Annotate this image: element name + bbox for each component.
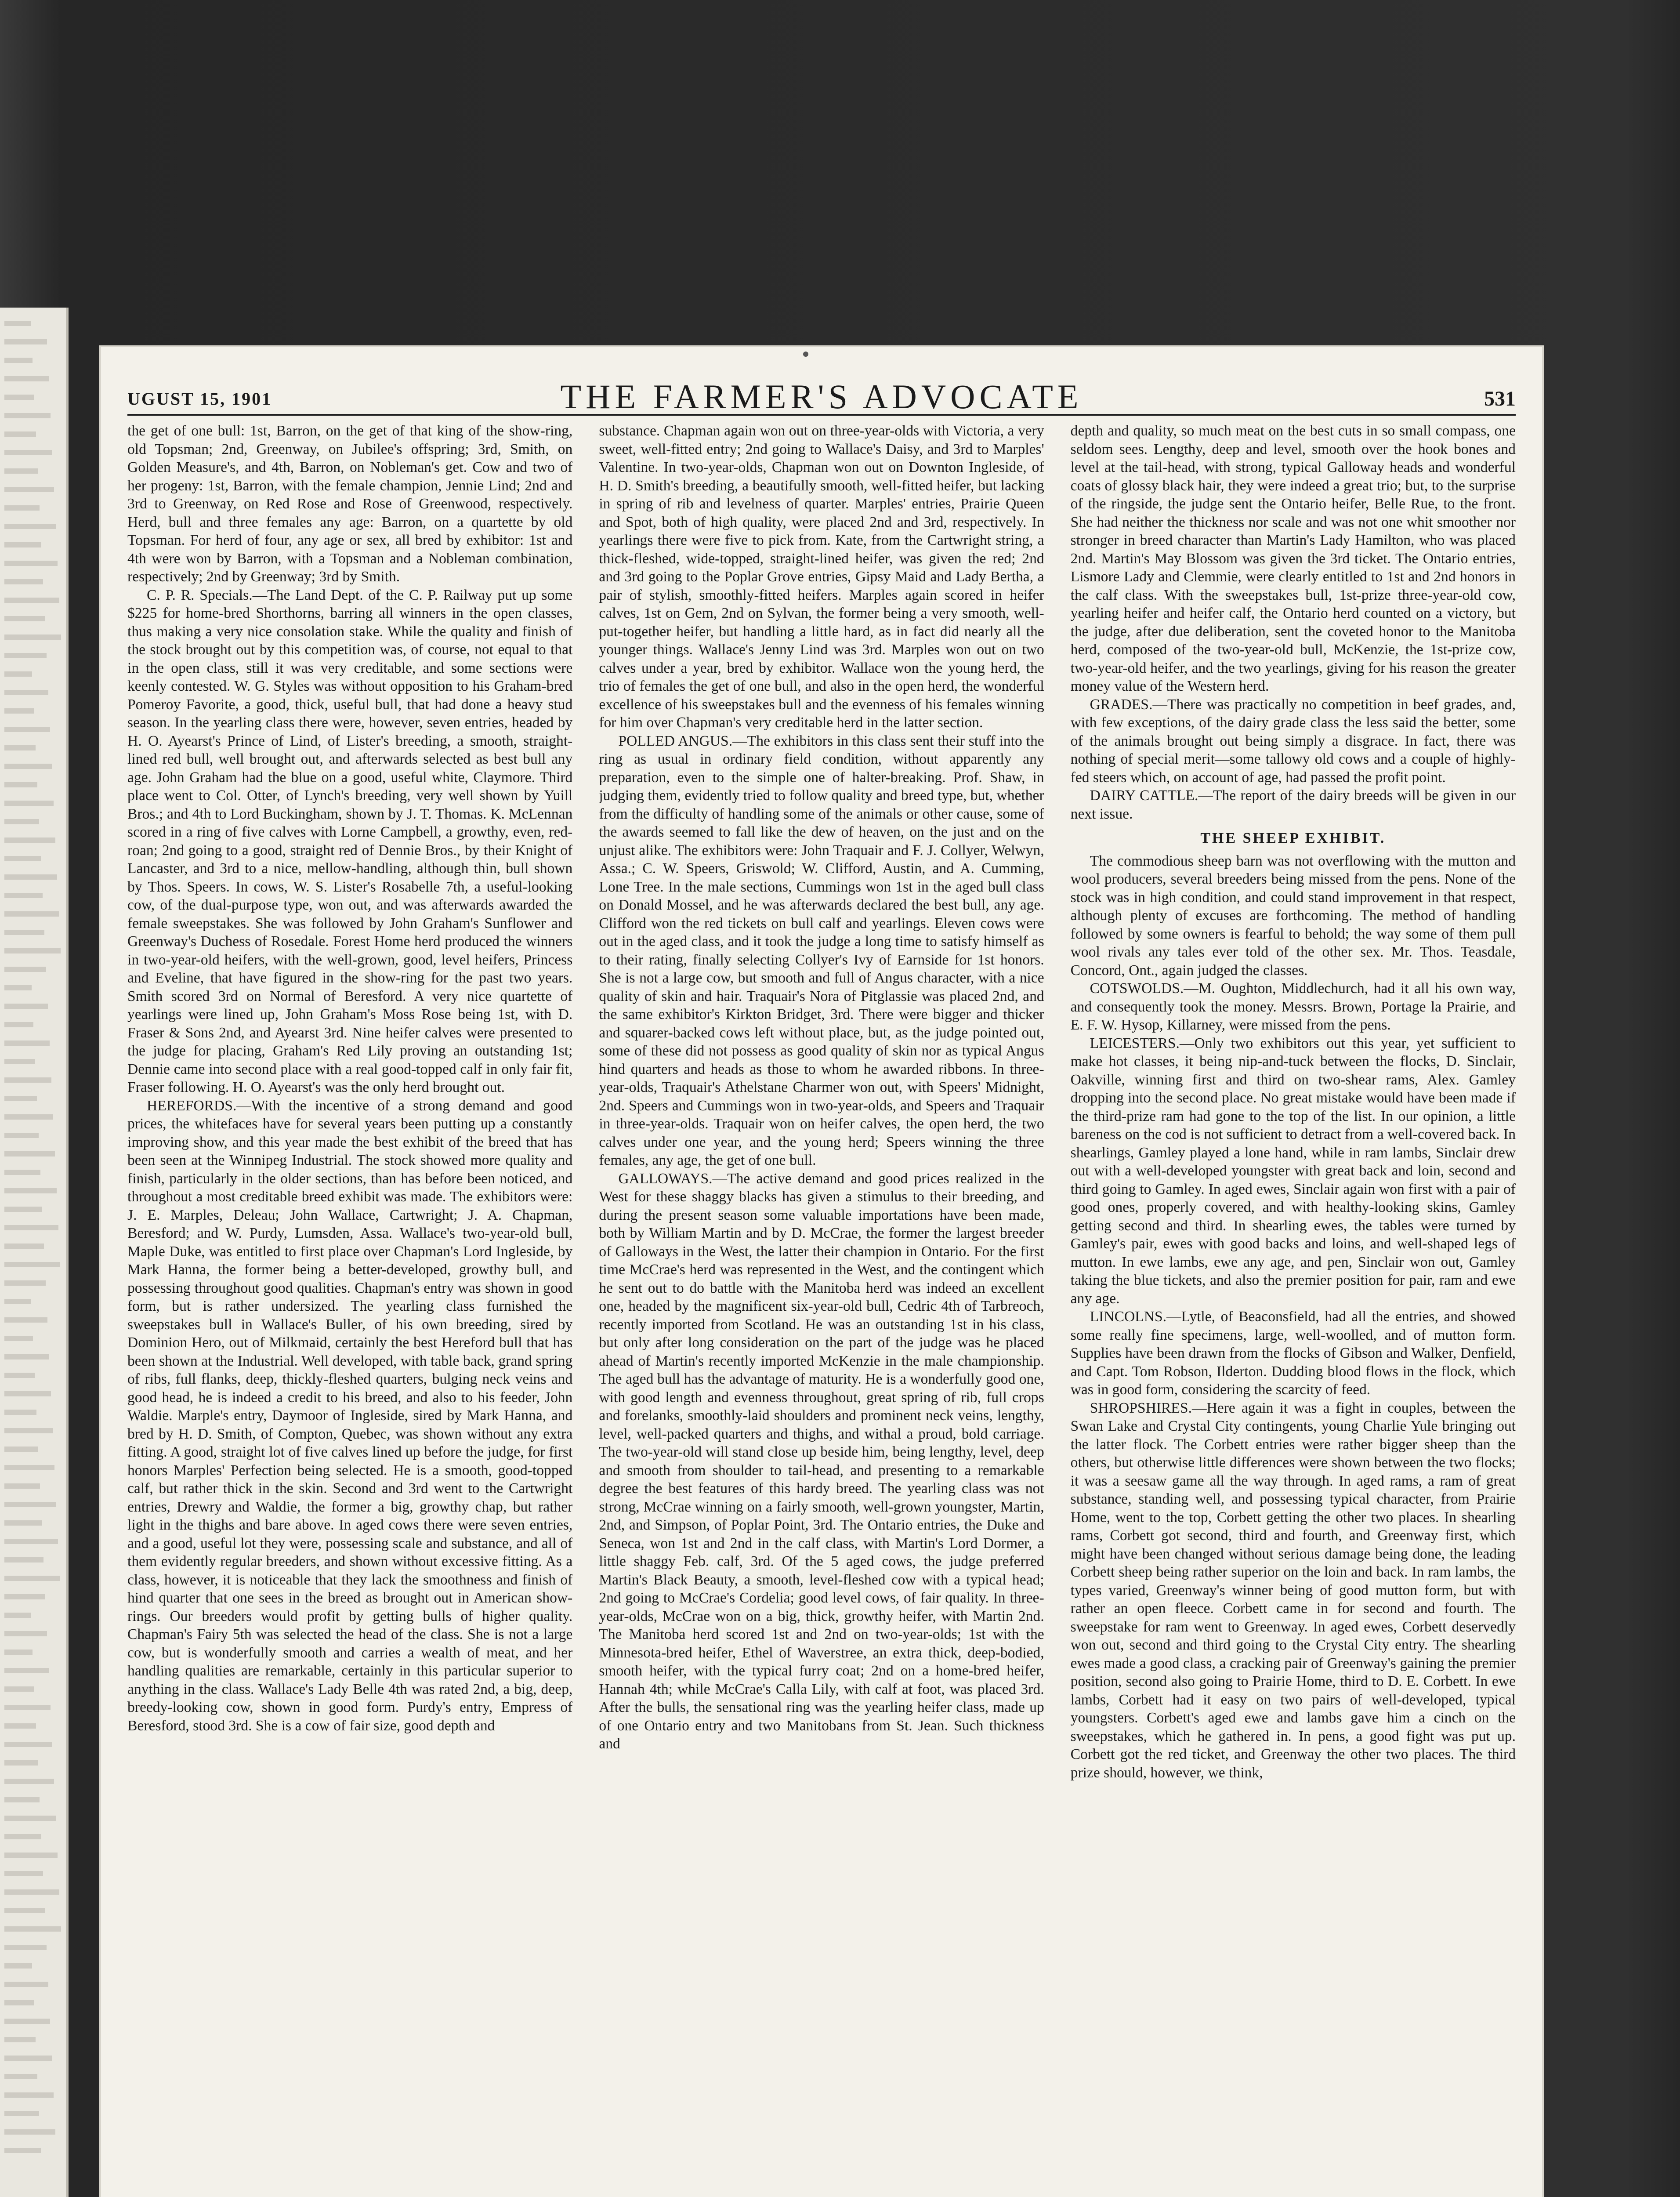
facing-page-text-line [4, 1539, 58, 1544]
header-date: UGUST 15, 1901 [127, 389, 272, 409]
article-paragraph: substance. Chapman again won out on three-year-olds with Victoria, a very sweet, well-fitted entry; 2nd going to Wallace's Daisy, and 3rd to Marples' Valentine. In two-year-olds, Chapman won out on Downton Ingleside, of H. D. Smith's breeding, a beautifully smooth, well-fitted heifer, but lacking in spring of rib and levelness of quarter. Marples' entries, Prairie Queen and Spot, both of high quality, were placed 2nd and 3rd, respectively. In yearlings there were five to pick from. Kate, from the Cartwright string, a thick-fleshed, wide-topped, straight-lined heifer, was given the red; 2nd and 3rd going to the Poplar Grove entries, Gipsy Maid and Lady Bertha, a pair of stylish, smoothly-fitted heifers. Marples again scored in heifer calves, 1st on Gem, 2nd on Sylvan, the former being a very smooth, well-put-together heifer, but handling a little hard, as in fact did nearly all the younger things. Wallace's Jenny Lind was 3rd. Marples won out on two calves under a year, bred by exhibitor. Wallace won the young herd, the trio of females the get of one bull, and also in the open herd, the wonderful excellence of his sweepstakes bull and the evenness of his females winning for him over Chapman's very creditable herd in the latter section. [599, 423, 1044, 731]
facing-page-text-line [4, 1889, 59, 1895]
facing-page-text-line [4, 1151, 55, 1157]
facing-page-text-line [4, 1631, 47, 1636]
facing-page-text-line [4, 1742, 52, 1747]
binding-dot [803, 352, 808, 357]
facing-page-text-line [4, 616, 45, 621]
facing-page-text-line [4, 1004, 48, 1009]
sheep-exhibit-heading: THE SHEEP EXHIBIT. [1200, 830, 1386, 846]
article-paragraph: depth and quality, so much meat on the best cuts in so small compass, one seldom sees. Lengthy, deep and level, smooth over the hook bones and level at the tail-head, with strong, typical Galloway heads and wonderful coats of glossy black hair, they were indeed a great trio; but, to the surprise of the ringside, the judge sent the Ontario heifer, Belle Rue, to the front. She had neither the thickness nor scale and was not one whit smoother nor stronger in breed character than Martin's Lady Hamilton, who was placed 2nd. Martin's May Blossom was given the 3rd ticket. The Ontario entries, Lismore Lady and Clemmie, were clearly entitled to 1st and 2nd honors in the calf class. With the sweepstakes bull, 1st-prize three-year-old cow, yearling heifer and heifer calf, the Ontario herd counted on a victory, but the judge, after due deliberation, sent the coveted honor to the Manitoba herd, composed of the two-year-old bull, McKenzie, the 1st-prize cow, two-year-old heifer, and the two yearlings, giving for his reason the greater money value of the Western herd. [1070, 423, 1516, 694]
facing-page-text-line [4, 1114, 53, 1120]
facing-page-text-line [4, 653, 47, 658]
facing-page-text-line [4, 930, 44, 935]
facing-page-text-line [4, 1280, 46, 1286]
facing-page-text-line [4, 1354, 49, 1360]
facing-page-text-line [4, 2092, 54, 2098]
facing-page-text-line [4, 1170, 40, 1175]
facing-page-text-line [4, 727, 50, 732]
article-paragraph: SHROPSHIRES.—Here again it was a fight in couples, between the Swan Lake and Crystal City contingents, young Charlie Yule bringing out the latter flock. The Corbett entries were rather bigger sheep than the others, but otherwise little differences were shown between the two flocks; it was a seesaw game all the way through. In aged rams, a ram of great substance, standing well, and possessing typical character, from Prairie Home, went to the top, Corbett getting the other two places. In shearling rams, Corbett got second, third and fourth, and Greenway first, which might have been changed without serious damage being done, the leading Corbett sheep being rather superior on the loin and back. In ram lambs, the types varied, Greenway's winner being of good mutton form, but with rather an open fleece. Corbett came in for second and fourth. The sweepstake for ram went to Greenway. In aged ewes, Corbett deservedly won out, second and third going to the Crystal City entry. The shearling ewes made a good class, a cracking pair of Greenway's gaining the premier position, second also going to Prairie Home, third to D. E. Corbett. In ewe lambs, Corbett had it easy on two pairs of well-developed, typical youngsters. Corbett's aged ewe and lambs gave him a cinch on the sweepstakes, which he gathered in. In pens, a good fight was put up. Corbett got the red ticket, and Greenway the other two places. The third prize should, however, we think, [1070, 1399, 1516, 1781]
facing-page-text-line [4, 2056, 52, 2061]
facing-page-text-line [4, 358, 33, 363]
facing-page-text-line [4, 1834, 41, 1839]
facing-page-text-line [4, 782, 37, 787]
facing-page-text-line [4, 561, 58, 566]
facing-page-text-line [4, 1059, 35, 1064]
article-paragraph: POLLED ANGUS.—The exhibitors in this class sent their stuff into the ring as usual in ordinary field condition, without apparently any preparation, even to the simple one of halter-breaking. Prof. Shaw, in judging them, evidently tried to follow quality and breed type, but, whether from the difficulty of handling some of the animals or other cause, some of the awards seemed to fall like the dew of heaven, on the just and on the unjust alike. The exhibitors were: John Traquair and F. J. Collyer, Welwyn, Assa.; C. W. Speers, Griswold; W. Clifford, Austin, and A. Cumming, Lone Tree. In the male sections, Cummings won 1st in the aged bull class on Donald Mossel, and he was afterwards declared the best bull, any age. Clifford won the red tickets on bull calf and yearlings. Eleven cows were out in the aged class, and it took the judge a long time to satisfy himself as to their rating, finally selecting Collyer's Ivy of Earnside for 1st honors. She is not a large cow, but smooth and full of Angus character, with a nice quality of skin and hair. Traquair's Nora of Pitglassie was placed 2nd, and the same exhibitor's Kirkton Bridget, 3rd. There were bigger and thicker and squarer-backed cows left without place, but, as the judge pointed out, some of these did not possess as good quality of skin nor as typical Angus hind quarters and heads as those to whom he awarded ribbons. In three-year-olds, Traquair's Athelstane Charmer won out, with Speers' Midnight, 2nd. Speers and Cummings won in two-year-olds, and Speers and Traquair in three-year-olds. Traquair won on heifer calves, the open herd, the two calves under one year, and the young herd; Speers winning the three females, any age, the get of one bull. [599, 732, 1044, 1168]
masthead-title: THE FARMER'S ADVOCATE [560, 377, 1083, 416]
facing-page-text-line [4, 1502, 56, 1507]
facing-page-text-line [4, 1594, 45, 1599]
facing-page-text-line [4, 1188, 57, 1193]
page-header [127, 373, 1516, 416]
facing-page-text-line [4, 1668, 49, 1673]
previous-page-edge [0, 308, 69, 2197]
newspaper-page [101, 347, 1542, 2197]
facing-page-text-line [4, 1022, 33, 1027]
article-paragraph: GRADES.—There was practically no competition in beef grades, and, with few exceptions, of the dairy grade class the less said the better, some of the animals brought out being simply a disgrace. In fact, there was nothing of special merit—some tallowy old cows and a couple of highly-fed steers which, on account of age, had passed the profit point. [1070, 696, 1516, 786]
facing-page-text-line [4, 2074, 37, 2079]
facing-page-text-line [4, 1428, 53, 1433]
facing-page-text-line [4, 431, 36, 437]
facing-page-text-line [4, 1410, 36, 1415]
facing-page-text-line [4, 2129, 55, 2135]
page-number: 531 [1484, 387, 1516, 410]
facing-page-text-line [4, 1760, 38, 1766]
facing-page-text-line [4, 745, 36, 750]
facing-page-text-line [4, 1225, 58, 1230]
article-paragraph: LEICESTERS.—Only two exhibitors out this year, yet sufficient to make hot classes, it being nip-and-tuck between the flocks, D. Sinclair, Oakville, winning first and third on two-shear rams, Alex. Gamley dropping into the second place. No great mistake would have been made if the third-prize ram had gone to the top of the list. In our opinion, a little bareness on the cod is not sufficient to detract from a well-covered back. In shearlings, Gamley played a lone hand, while in ram lambs, Sinclair drew out with a well-developed youngster with great back and loin, second and third going to Gamley. In aged ewes, Sinclair again won first with a pair of good ones, properly covered, and with healthy-looking skins, Gamley getting second and third. In shearling ewes, the tables were turned by Gamley's pair, ewes with good backs and loins, and well-shaped legs of mutton. In ewe lambs, ewe any age, and pen, Sinclair won out, Gamley taking the blue tickets, and also the premier position for pair, ram and ewe any age. [1070, 1035, 1516, 1307]
article-columns [127, 422, 1516, 2197]
facing-page-text-line [4, 1576, 60, 1581]
facing-page-text-line [4, 339, 47, 344]
column-2 [599, 422, 1044, 2197]
facing-page-text-line [4, 874, 57, 880]
facing-page-text-line [4, 1244, 44, 1249]
facing-page-text-line [4, 321, 31, 326]
facing-page-text-line [4, 634, 61, 640]
article-paragraph: the get of one bull: 1st, Barron, on the get of that king of the show-ring, old Topsman; 2nd, Greenway, on Jubilee's offspring; 3rd, Smith, on Golden Measure's, and 4th, Barron, on Nobleman's get. Cow and two of her progeny: 1st, Barron, with the female champion, Jennie Lind; 2nd and 3rd to Greenway, on Red Rose and Rose of Greenwood, respectively. Herd, bull and three females any age: Barron, on a quartette by old Topsman. For herd of four, any age or sex, all bred by exhibitor: 1st and 4th were won by Barron, with a Topsman and a Nobleman combination, respectively; 2nd by Greenway; 3rd by Smith. [127, 423, 573, 585]
facing-page-text-line [4, 2000, 34, 2005]
facing-page-text-line [4, 856, 41, 861]
facing-page-text-line [4, 1207, 42, 1212]
facing-page-text-line [4, 1299, 31, 1304]
facing-page-text-line [4, 1705, 51, 1710]
facing-page-text-line [4, 598, 59, 603]
facing-page-text-line [4, 2111, 39, 2116]
facing-page-text-line [4, 985, 32, 990]
column-1 [127, 422, 572, 2197]
facing-page-text-line [4, 450, 52, 455]
facing-page-text-line [4, 1853, 58, 1858]
article-paragraph: HEREFORDS.—With the incentive of a strong demand and good prices, the whitefaces have for several years been putting up a constantly improving show, and this year made the best exhibit of the breed that has been seen at the Winnipeg Industrial. The stock showed more quality and finish, particularly in the older sections, than has before been noticed, and throughout a most creditable breed exhibit was made. The exhibitors were: J. E. Marples, Deleau; John Wallace, Cartwright; J. A. Chapman, Beresford; and W. Purdy, Lumsden, Assa. Wallace's two-year-old bull, Maple Duke, was entitled to first place over Chapman's Lord Ingleside, by Mark Hanna, the former being a better-developed, growthy bull, and possessing throughout good qualities. Chapman's entry was shown in good form, but is rather undersized. The yearling class furnished the sweepstakes bull in Wallace's Buller, of his own breeding, sired by Dominion Hero, out of Milkmaid, certainly the best Hereford bull that has been shown at the Industrial. Well developed, with table back, grand spring of ribs, full flanks, deep, thickly-fleshed quarters, bulging neck veins and good head, he is indeed a credit to his breed, and also to his feeder, John Waldie. Marple's entry, Daymoor of Ingleside, sired by Mark Hanna, and bred by H. D. Smith, of Compton, Quebec, was shown without any extra fitting. A good, straight lot of five calves lined up before the judge, for first honors Marples' Perfection being selected. He is a smooth, good-topped calf, but rather thick in the skin. Second and 3rd went to the Cartwright entries, Drewry and Waldie, the former a big, growthy chap, but rather light in the thighs and bare above. In aged cows there were seven entries, and a good, useful lot they were, possessing scale and substance, and all of them evidently regular breeders, and shown without excessive fitting. As a class, however, it is noticeable that they lack the smoothness and finish of hind quarter that one sees in the breed as brought out in American show-rings. Our breeders would profit by getting bulls of higher quality. Chapman's Fairy 5th was selected the head of the class. She is not a large cow, but is wonderfully smooth and carries a wealth of meat, and her handling qualities are remarkable, certainly in this particular superior to anything in the class. Wallace's Lady Belle 4th was rated 2nd, a big, deep, breedy-looking cow, shown in good form. Purdy's entry, Empress of Beresford, stood 3rd. She is a cow of fair size, good depth and [127, 1097, 573, 1734]
facing-page-text-line [4, 468, 38, 474]
facing-page-text-line [4, 801, 54, 806]
article-paragraph: LINCOLNS.—Lytle, of Beaconsfield, had all the entries, and showed some really fine specimens, large, well-woolled, and of mutton form. Supplies have been drawn from the flocks of Gibson and Walker, Denfield, and Capt. Tom Robson, Ilderton. Dudding blood flows in the flock, which was in good form, considering the scarcity of feed. [1070, 1309, 1516, 1398]
article-paragraph: GALLOWAYS.—The active demand and good prices realized in the West for these shaggy blacks has given a stimulus to their breeding, and during the present season some valuable importations have been made, both by William Martin and by D. McCrae, the former the largest breeder of Galloways in the West, the latter their champion in Ontario. For the first time McCrae's herd was represented in the West, and the contingent which he sent out to do battle with the Manitoba herd was indeed an excellent one, headed by the magnificent six-year-old bull, Cedric 4th of Tarbreoch, recently imported from Scotland. He was an outstanding 1st in his class, but only after long consideration on the part of the judge was he placed ahead of Martin's recently imported McKenzie in the male championship. The aged bull has the advantage of maturity. He is a wonderfully good one, with good length and evenness throughout, great spring of rib, full crops and forelanks, smoothly-laid shoulders and prominent neck veins, lengthy, level, well-packed quarters and thighs, and withal a proud, bold carriage. The two-year-old will stand close up beside him, being lengthy, level, deep and smooth from shoulder to tail-head, and presenting to a remarkable degree the best features of this hardy breed. The yearling class was not strong, McCrae winning on a fairly smooth, well-grown youngster, Martin, 2nd, and Simpson, of Poplar Point, 3rd. The Ontario entries, the Duke and Seneca, won 1st and 2nd in the calf class, with Martin's Lord Dormer, a little shaggy Feb. calf, 3rd. Of the 5 aged cows, the judge preferred Martin's Black Beauty, a smooth, level-fleshed cow with a typical head; 2nd going to McCrae's Cordelia; good level cows, of fair quality. In three-year-olds, McCrae won on a big, thick, growthy heifer, with Martin 2nd. The Manitoba herd scored 1st and 2nd on two-year-olds; 1st with the Minnesota-bred heifer, Ethel of Waverstree, an extra thick, deep-bodied, smooth heifer, with the typical furry coat; 2nd on a home-bred heifer, Hannah 4th; while McCrae's Calla Lily, with calf at foot, was placed 3rd. After the bulls, the sensational ring was the yearling heifer class, made up of one Ontario entry and two Manitobans from St. Jean. Such thickness and [599, 1170, 1044, 1752]
facing-page-text-line [4, 1963, 32, 1969]
facing-page-text-line [4, 837, 55, 843]
facing-page-text-line [4, 1908, 45, 1913]
facing-page-text-line [4, 1336, 33, 1341]
facing-page-text-line [4, 1816, 56, 1821]
facing-page-text-line [4, 1982, 48, 1987]
article-paragraph: The commodious sheep barn was not overflowing with the mutton and wool producers, several breeders being missed from the pens. None of the stock was in high condition, and could stand improvement in that respect, although plenty of excuses are forthcoming. The method of handling followed by some owners is fearful to behold; the way some of them pull wool rivals any tales ever told of the other sex. Mr. Thos. Teasdale, Concord, Ont., again judged the classes. [1070, 852, 1516, 979]
facing-page-text-line [4, 764, 52, 769]
facing-page-text-line [4, 2148, 41, 2153]
facing-page-text-line [4, 1557, 43, 1563]
facing-page-text-line [4, 1650, 33, 1655]
facing-page-text-line [4, 1373, 35, 1378]
facing-page-text-line [4, 2019, 50, 2024]
facing-page-text-line [4, 395, 34, 400]
facing-page-text-line [4, 413, 51, 418]
facing-page-text-line [4, 893, 43, 898]
facing-page-text-line [4, 1926, 61, 1932]
facing-page-text-line [4, 376, 49, 381]
facing-page-text-line [4, 671, 32, 677]
facing-page-text-line [4, 487, 54, 492]
facing-page-text-line [4, 1945, 47, 1950]
facing-page-text-line [4, 1447, 38, 1452]
facing-page-text-line [4, 1723, 36, 1729]
facing-page-text-line [4, 911, 59, 917]
facing-page-text-line [4, 1077, 51, 1083]
facing-page-text-line [4, 1096, 37, 1101]
facing-page-text-line [4, 505, 40, 511]
facing-page-text-line [4, 1613, 31, 1618]
facing-page-text-line [4, 690, 48, 695]
facing-page-text-line [4, 1797, 40, 1802]
facing-page-text-line [4, 1391, 51, 1396]
facing-page-text-line [4, 1040, 50, 1046]
facing-page-text-line [4, 524, 56, 529]
facing-page-text-line [4, 1779, 54, 1784]
facing-page-text-line [4, 1465, 54, 1470]
article-paragraph: DAIRY CATTLE.—The report of the dairy breeds will be given in our next issue. [1070, 787, 1516, 822]
facing-page-text-line [4, 579, 43, 584]
facing-page-text-line [4, 1686, 34, 1692]
facing-page-text-line [4, 967, 46, 972]
facing-page-text-line [4, 708, 34, 714]
article-paragraph: COTSWOLDS.—M. Oughton, Middlechurch, had it all his own way, and consequently took the money. Messrs. Brown, Portage la Prairie, and E. F. W. Hysop, Killarney, were missed from the pens. [1070, 980, 1516, 1033]
article-paragraph: C. P. R. Specials.—The Land Dept. of the C. P. Railway put up some $225 for home-bred Shorthorns, barring all winners in the open classes, thus making a very nice consolation stake. While the quality and finish of the stock brought out by this competition was, of course, not equal to that in the open class, still it was very creditable, and some sections were keenly contested. W. G. Styles was without opposition to his Graham-bred Pomeroy Favorite, a good, thick, useful bull, that had done a heavy stud season. In the yearling class there were, however, seven entries, headed by H. O. Ayearst's Prince of Lind, of Lister's breeding, a smooth, straight-lined red bull, well brought out, and afterwards selected as best bull any age. John Graham had the blue on a good, useful white, Claymore. Third place went to Col. Otter, of Lynch's breeding, very well shown by Yuill Bros.; and 4th to Lord Buckingham, shown by J. T. Thomas. K. McLennan scored in a ring of five calves with Lorne Campbell, a growthy, even, red-roan; 2nd going to a good, straight red of Dennie Bros., by their Knight of Lancaster, and 3rd to a nice, mellow-handling, although thin, bull shown by Thos. Speers. In cows, W. S. Lister's Rosabelle 7th, a useful-looking cow, of the dual-purpose type, won out, and was afterwards awarded the female sweepstakes. She was followed by John Graham's Sunflower and Greenway's Duchess of Rosedale. Forest Home herd produced the winners in two-year-old heifers, with the well-grown, good, level heifers, Princess and Eveline, that have figured in the show-ring for the past two years. Smith scored 3rd on Normal of Beresford. A very nice quartette of yearlings were lined up, John Graham's Moss Rose being 1st, with D. Fraser & Sons 2nd, and Ayearst 3rd. Nine heifer calves were presented to the judge for placing, Graham's Red Lily proving an outstanding 1st; Dennie came into second place with a real good-topped calf in only fair fit, Fraser following. H. O. Ayearst's was the only herd brought out. [127, 587, 573, 1095]
facing-page-text-line [4, 1483, 40, 1489]
facing-page-text-line [4, 819, 39, 824]
facing-page-text-line [4, 1262, 60, 1267]
facing-page-text-line [4, 2037, 36, 2042]
facing-page-text-line [4, 1520, 42, 1526]
facing-page-text-line [4, 948, 61, 953]
facing-page-text-line [4, 1133, 39, 1138]
facing-page-text-line [4, 1317, 47, 1323]
facing-page-text-line [4, 1871, 43, 1876]
column-3 [1071, 422, 1516, 2197]
facing-page-text-line [4, 542, 41, 547]
